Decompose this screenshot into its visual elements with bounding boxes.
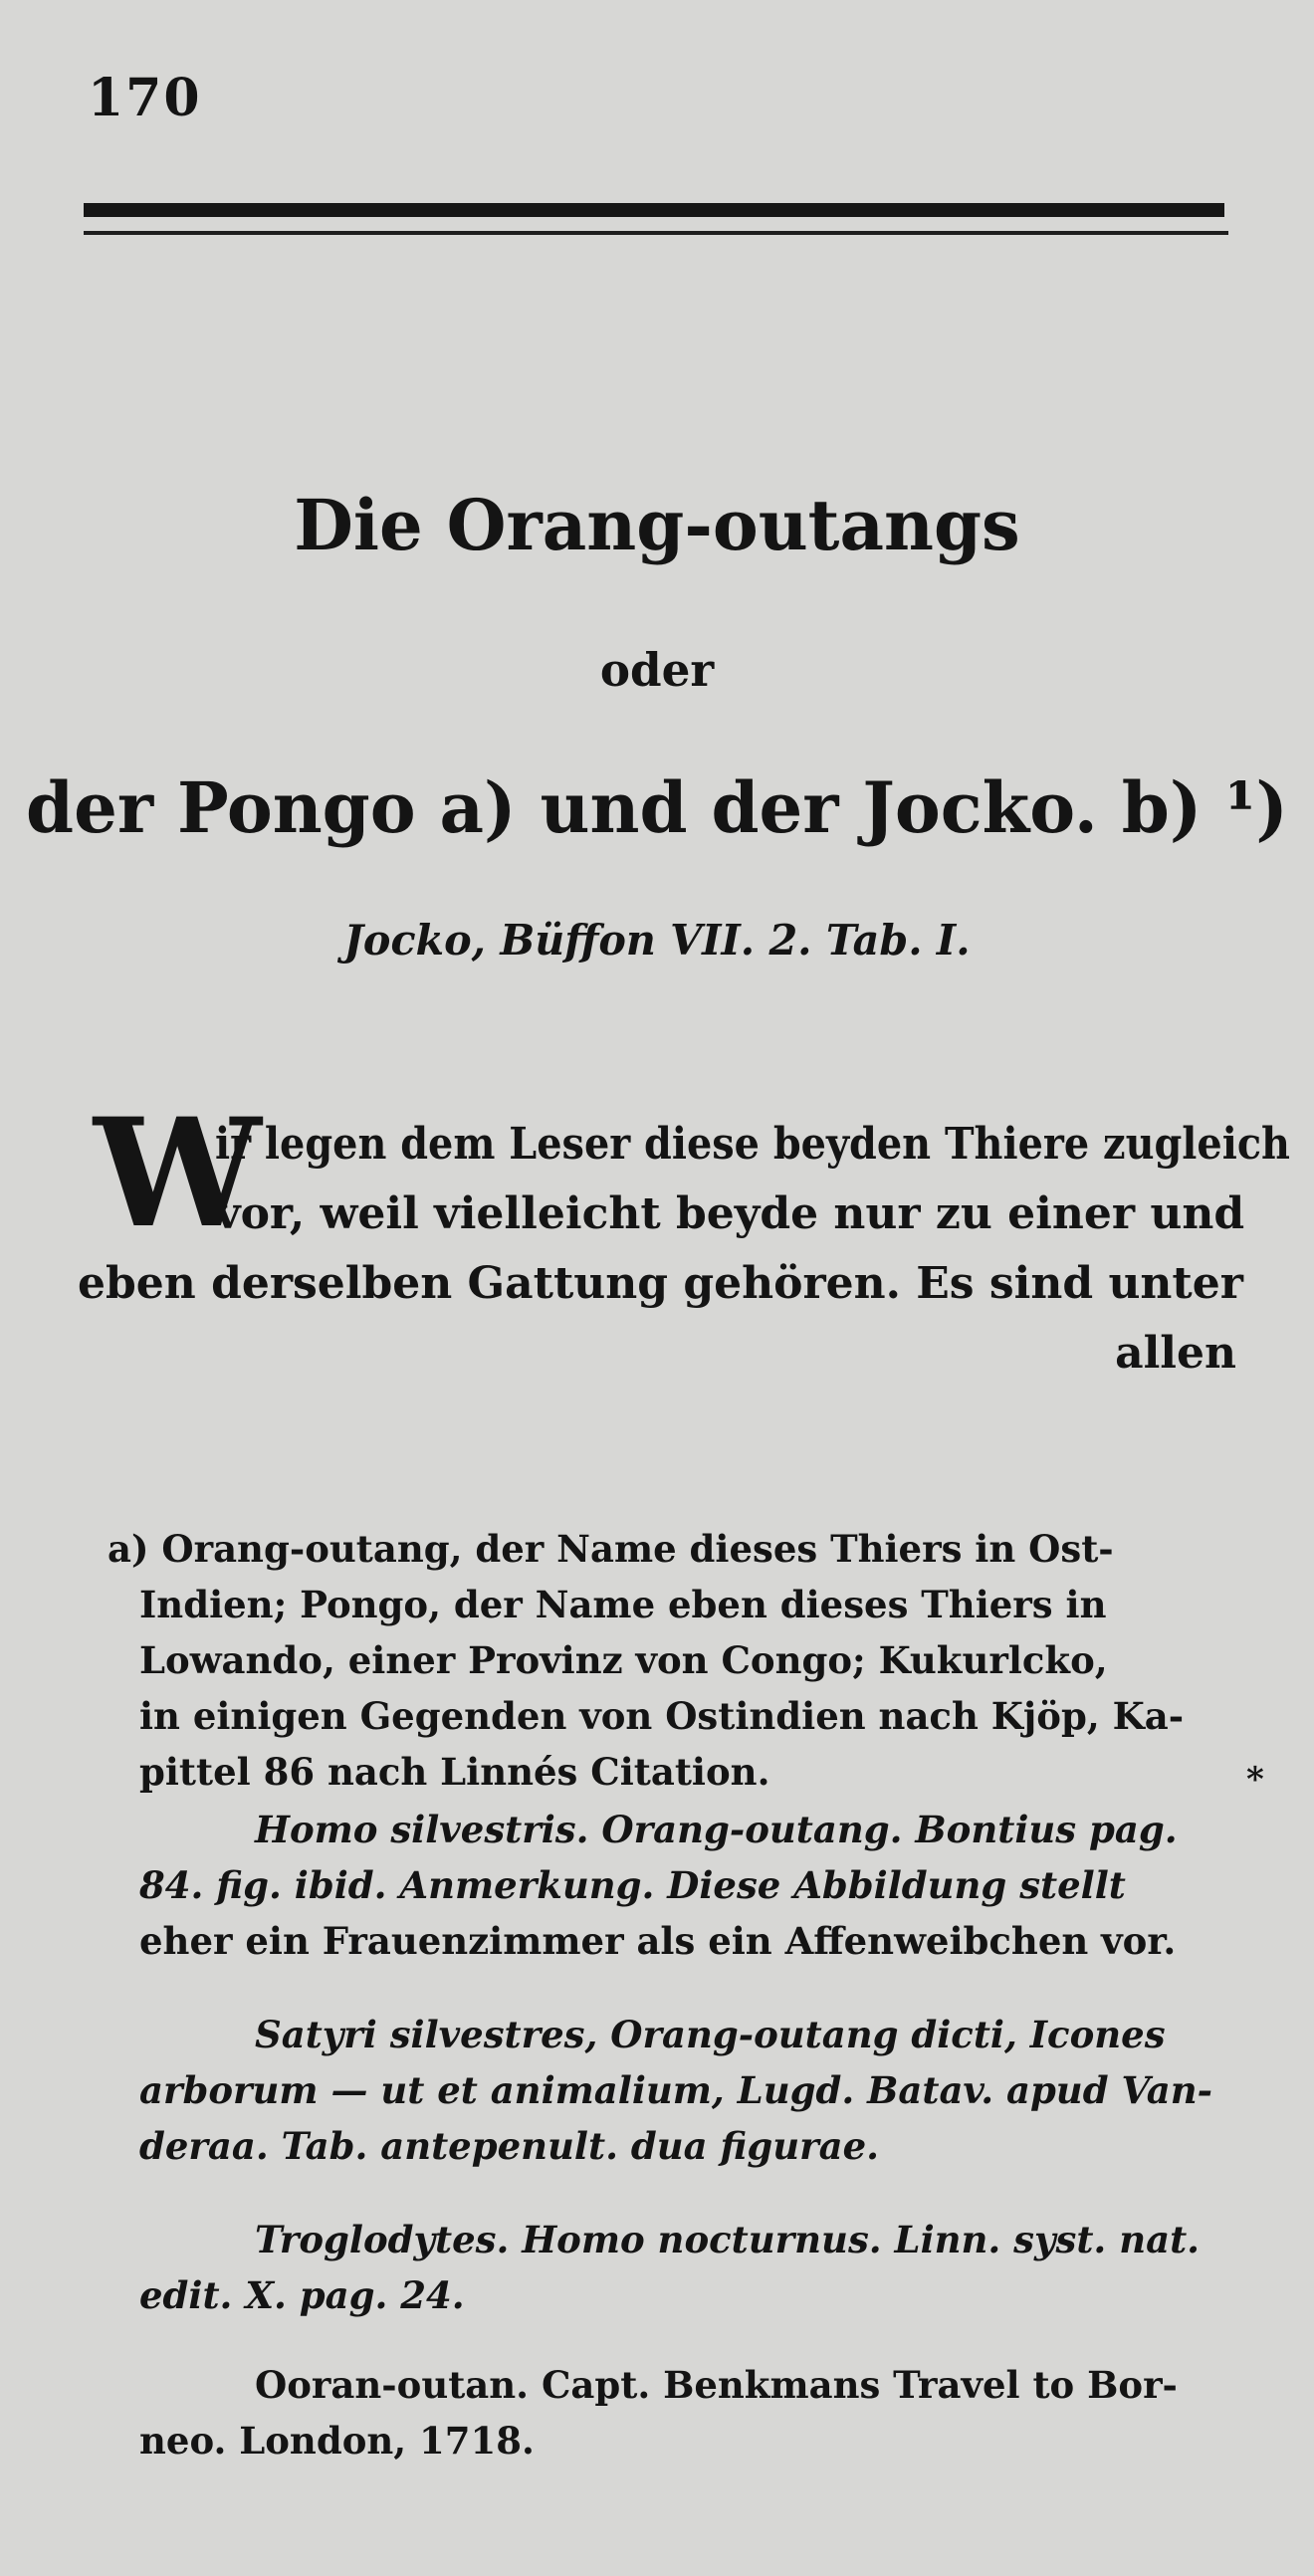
body-line-2: vor, weil vielleicht beyde nur zu einer und (215, 1188, 1245, 1239)
chapter-subtitle: der Pongo a) und der Jocko. b) ¹) (26, 766, 1288, 849)
body-line-3: eben derselben Gattung gehören. Es sind unter (78, 1258, 1243, 1309)
header-rule-thin (84, 231, 1228, 235)
page-number: 170 (88, 68, 202, 128)
header-rule-thick (84, 203, 1224, 217)
footnote-a-line-5: pittel 86 nach Linnés Citation. (139, 1750, 770, 1794)
footnote-c-line-2: arborum — ut et animalium, Lugd. Batav. apud Van- (139, 2068, 1213, 2112)
drop-cap: W (94, 1086, 262, 1261)
footnote-a-line-2: Indien; Pongo, der Name eben dieses Thiers in (139, 1583, 1107, 1626)
footnote-e-line-2: neo. London, 1718. (139, 2419, 535, 2463)
chapter-title-conjunction: oder (599, 643, 715, 697)
footnote-c-line-1: Satyri silvestres, Orang-outang dicti, Icones (255, 2013, 1166, 2056)
footnote-d-line-2: edit. X. pag. 24. (139, 2273, 465, 2317)
footnote-e-line-1: Ooran-outan. Capt. Benkmans Travel to Bor- (255, 2363, 1178, 2407)
footnote-a-line-4: in einigen Gegenden von Ostindien nach Kjöp, Ka- (139, 1694, 1185, 1738)
footnote-a-line-3: Lowando, einer Provinz von Congo; Kukurlcko, (139, 1638, 1108, 1682)
catchword: allen (1115, 1328, 1236, 1379)
footnote-c-line-3: deraa. Tab. antepenult. dua figurae. (139, 2124, 880, 2168)
chapter-title: Die Orang-outangs (294, 484, 1020, 566)
footnote-b-line-2: 84. fig. ibid. Anmerkung. Diese Abbildung stellt (139, 1863, 1126, 1907)
footnote-b-line-3: eher ein Frauenzimmer als ein Affenweibchen vor. (139, 1919, 1177, 1963)
footnote-b-line-1: Homo silvestris. Orang-outang. Bontius pag. (255, 1808, 1178, 1851)
body-line-1: ir legen dem Leser diese beyden Thiere zugleich (215, 1119, 1290, 1170)
footnote-a-line-1: a) Orang-outang, der Name dieses Thiers in Ost- (108, 1527, 1114, 1571)
margin-marker: * (1246, 1760, 1264, 1800)
footnote-d-line-1: Troglodytes. Homo nocturnus. Linn. syst. nat. (255, 2218, 1201, 2261)
citation-line: Jocko, Büffon VII. 2. Tab. I. (343, 916, 971, 965)
